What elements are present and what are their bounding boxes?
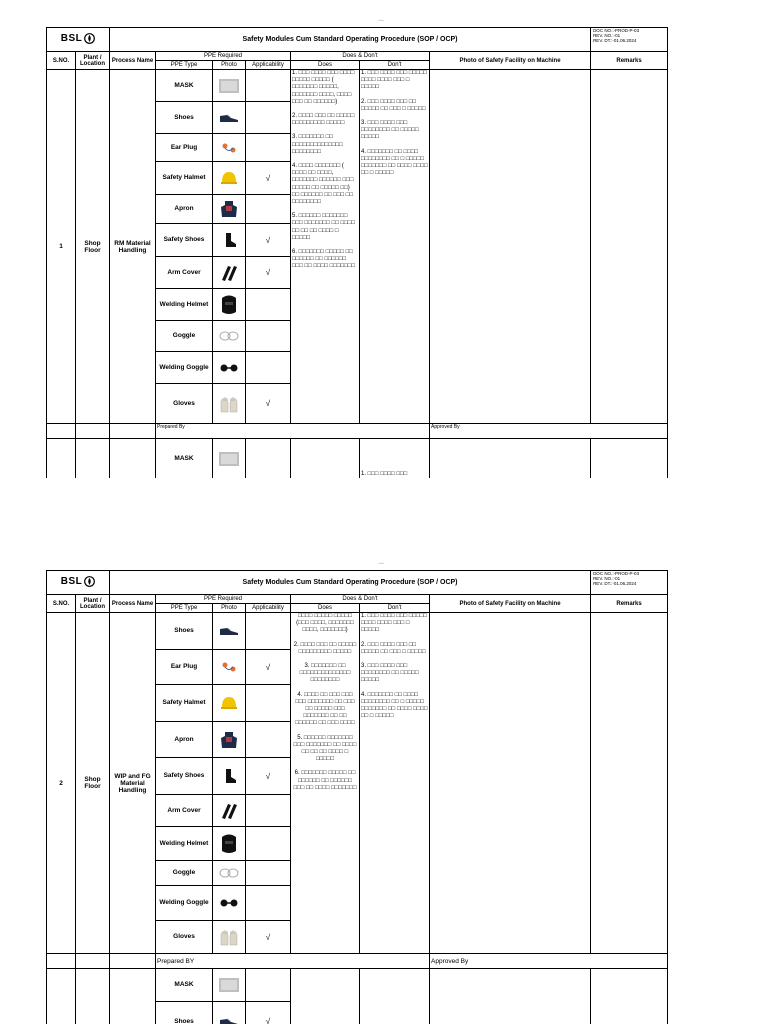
ppe-type-label: Shoes — [156, 1002, 213, 1024]
applicability-mark — [246, 134, 291, 162]
does-item: 2. □□□□ □□□ □□ □□□□□ □□□□□□□□□ □□□□□ — [292, 113, 355, 127]
safety-facility-photo — [430, 70, 591, 424]
sop-sheet-1 — [46, 27, 668, 478]
ppe-type-label: Welding Helmet — [156, 827, 213, 861]
ppe-photo — [213, 827, 246, 861]
does-item: 2. □□□□ □□□ □□ □□□□□ □□□□□□□□□ □□□□□ — [293, 641, 357, 655]
does-item: 4. □□□□ □□□□□□□ ( □□□□ □□ □□□□, □□□□□□□ □□□□□□ □□□ □□□□□ □□ □□□□□ □□) □□ □□□□□□ □□ □□□ □□ □□□□□□□□ — [292, 163, 354, 206]
ppe-photo — [213, 861, 246, 886]
company-logo: BSL — [60, 576, 83, 588]
ppe-row — [47, 969, 668, 1002]
col-header-photo-facility: Photo of Safety Facility on Machine — [430, 595, 591, 613]
dont-item: 2. □□□ □□□□ □□□ □□ □□□□□ □□ □□□ □ □□□□□ — [361, 98, 426, 112]
remarks-cell — [591, 613, 668, 954]
process-name-next — [110, 969, 156, 1024]
ppe-type-label: Safety Halmet — [156, 162, 213, 195]
applicability-mark: √ — [246, 224, 291, 257]
serial-number: 1 — [47, 70, 76, 424]
dont-item: 3. □□□ □□□□ □□□ □□□□□□□□ □□ □□□□□ □□□□□ — [361, 663, 419, 684]
dont-item: 4. □□□□□□□ □□ □□□□ □□□□□□□□ □□ □ □□□□□ □□□□□□□ □□ □□□□ □□□□ □□ □ □□□□□ — [361, 148, 428, 177]
sop-table — [46, 570, 668, 1024]
applicability-mark — [246, 439, 291, 479]
does-list — [291, 613, 360, 954]
logo-cell — [47, 571, 110, 595]
ppe-type-label: Welding Helmet — [156, 289, 213, 321]
sig-blank — [76, 424, 110, 439]
plant-location-next — [76, 969, 110, 1024]
mask-icon — [213, 78, 245, 94]
safety-shoe-icon — [213, 232, 245, 248]
ppe-type-label: Ear Plug — [156, 650, 213, 685]
applicability-mark — [246, 969, 291, 1002]
flame-icon — [84, 33, 95, 46]
applicability-mark — [246, 102, 291, 134]
applicability-mark — [246, 795, 291, 827]
applicability-mark: √ — [246, 162, 291, 195]
dont-item: 1. □□□ □□□□ □□□ □□□□□ □□□□ □□□□ □□□ □ □□□□□ — [361, 613, 428, 634]
applicability-mark: √ — [246, 257, 291, 289]
remarks-cell-next — [591, 439, 668, 479]
sop-table — [46, 27, 668, 478]
process-name: WIP and FG Material Handling — [110, 613, 156, 954]
ppe-photo — [213, 70, 246, 102]
ppe-type-label: Apron — [156, 195, 213, 224]
dont-item: 1. □□□ □□□□ □□□ — [361, 470, 408, 477]
revision-number: REV. NO.:-01 — [593, 33, 621, 38]
does-list-next — [291, 969, 360, 1024]
applicability-mark: √ — [246, 384, 291, 424]
ppe-photo — [213, 921, 246, 954]
ppe-photo — [213, 162, 246, 195]
ppe-photo — [213, 257, 246, 289]
col-header-plant: Plant / Location — [76, 595, 110, 613]
does-list — [291, 70, 360, 424]
sop-sheet-2 — [46, 570, 668, 1024]
ppe-photo — [213, 613, 246, 650]
col-header-does: Does — [291, 61, 360, 70]
applicability-mark — [246, 886, 291, 921]
document-title: Safety Modules Cum Standard Operating Procedure (SOP / OCP) — [110, 571, 591, 595]
col-header-process: Process Name — [110, 595, 156, 613]
helmet-icon — [213, 170, 245, 186]
col-header-ppe-required: PPE Required — [156, 52, 291, 61]
col-header-applicability: Applicability — [246, 61, 291, 70]
col-header-sno: S.NO. — [47, 52, 76, 70]
ppe-row — [47, 70, 668, 102]
doc-number: DOC NO.:-PROD-P-03 — [593, 28, 640, 33]
applicability-mark: √ — [246, 758, 291, 795]
does-item: 6. □□□□□□□ □□□□□ □□ □□□□□□ □□ □□□□□□ □□□ □□ □□□□ □□□□□□□ — [293, 770, 357, 791]
document-info — [591, 28, 668, 52]
logo-cell — [47, 28, 110, 52]
ppe-row — [47, 439, 668, 479]
goggle-icon — [213, 867, 245, 879]
process-name: RM Material Handling — [110, 70, 156, 424]
revision-date: REV. DT.:-01.06.2024 — [593, 38, 637, 43]
ppe-photo — [213, 195, 246, 224]
ppe-type-label: Goggle — [156, 861, 213, 886]
sig-blank — [47, 424, 76, 439]
does-item: □□□□ □□□□□ □□□□□ (□□□ □□□□, □□□□□□□ □□□□, □□□□□□□) — [296, 613, 354, 634]
remarks-cell-next — [591, 969, 668, 1024]
col-header-remarks: Remarks — [591, 595, 668, 613]
ppe-type-label: MASK — [156, 70, 213, 102]
safety-shoe-icon — [213, 768, 245, 784]
applicability-mark — [246, 70, 291, 102]
gloves-icon — [213, 395, 245, 413]
ppe-type-label: Arm Cover — [156, 795, 213, 827]
ppe-photo — [213, 384, 246, 424]
ppe-photo — [213, 722, 246, 758]
col-header-remarks: Remarks — [591, 52, 668, 70]
col-header-dont: Don't — [360, 61, 430, 70]
shoes-icon — [213, 1016, 245, 1024]
prepared-by: Prepared By — [156, 424, 430, 439]
plant-location: Shop Floor — [76, 613, 110, 954]
ppe-photo — [213, 758, 246, 795]
col-header-photo: Photo — [213, 61, 246, 70]
applicability-mark: √ — [246, 1002, 291, 1024]
welding-helmet-icon — [213, 294, 245, 316]
ppe-type-label: MASK — [156, 439, 213, 479]
flame-icon — [84, 576, 95, 589]
apron-icon — [213, 731, 245, 749]
does-item: 3. □□□□□□□ □□ □□□□□□□□□□□□□□ □□□□□□□□ — [299, 663, 351, 684]
mask-icon — [213, 451, 245, 467]
donts-list-next — [360, 439, 430, 479]
ppe-type-label: Ear Plug — [156, 134, 213, 162]
ppe-photo — [213, 795, 246, 827]
does-item: 1. □□□ □□□□ □□□ □□□□ □□□□□ □□□□□ ( □□□□□□□ □□□□□, □□□□□□□ □□□□, □□□□ □□□ □□ □□□□□□) — [292, 70, 355, 105]
ppe-photo — [213, 685, 246, 722]
approved-by: Approved By — [430, 424, 668, 439]
gloves-icon — [213, 928, 245, 946]
ppe-photo — [213, 321, 246, 352]
applicability-mark — [246, 861, 291, 886]
ear-plug-icon — [213, 660, 245, 674]
sig-blank — [110, 954, 156, 969]
col-header-dont: Don't — [360, 604, 430, 613]
col-header-dos-donts: Does & Don't — [291, 52, 430, 61]
applicability-mark: √ — [246, 650, 291, 685]
approved-by: Approved By — [430, 954, 668, 969]
serial-number-next — [47, 969, 76, 1024]
ppe-type-label: Arm Cover — [156, 257, 213, 289]
ppe-photo — [213, 886, 246, 921]
sig-blank — [110, 424, 156, 439]
serial-number: 2 — [47, 613, 76, 954]
revision-date: REV. DT.:-01.06.2024 — [593, 581, 637, 586]
apron-icon — [213, 200, 245, 218]
ppe-type-label: Apron — [156, 722, 213, 758]
ppe-row — [47, 613, 668, 650]
safety-facility-photo-next — [430, 439, 591, 479]
applicability-mark — [246, 685, 291, 722]
col-header-applicability: Applicability — [246, 604, 291, 613]
welding-goggle-icon — [213, 363, 245, 373]
col-header-ppe-type: PPE Type — [156, 604, 213, 613]
ppe-type-label: Goggle — [156, 321, 213, 352]
page-mark-top: ~*~ — [378, 18, 385, 23]
process-name-next — [110, 439, 156, 479]
applicability-mark — [246, 613, 291, 650]
ppe-type-label: Shoes — [156, 102, 213, 134]
col-header-does: Does — [291, 604, 360, 613]
col-header-photo: Photo — [213, 604, 246, 613]
applicability-mark — [246, 352, 291, 384]
does-item: 3. □□□□□□□ □□ □□□□□□□□□□□□□□ □□□□□□□□ — [292, 134, 343, 155]
ppe-photo — [213, 439, 246, 479]
col-header-sno: S.NO. — [47, 595, 76, 613]
safety-facility-photo — [430, 613, 591, 954]
goggle-icon — [213, 330, 245, 342]
company-logo: BSL — [60, 33, 83, 45]
applicability-mark — [246, 289, 291, 321]
dont-item: 1. □□□ □□□□ □□□ □□□□□ □□□□ □□□□ □□□ □ □□□□□ — [361, 70, 428, 91]
document-info — [591, 571, 668, 595]
doc-number: DOC NO.:-PROD-P-03 — [593, 571, 640, 576]
applicability-mark — [246, 195, 291, 224]
helmet-icon — [213, 695, 245, 711]
ppe-type-label: Gloves — [156, 384, 213, 424]
donts-list — [360, 613, 430, 954]
dont-item: 3. □□□ □□□□ □□□ □□□□□□□□ □□ □□□□□ □□□□□ — [361, 120, 419, 141]
col-header-ppe-required: PPE Required — [156, 595, 291, 604]
dont-item: 2. □□□ □□□□ □□□ □□ □□□□□ □□ □□□ □ □□□□□ — [361, 641, 426, 655]
sig-blank — [76, 954, 110, 969]
col-header-dos-donts: Does & Don't — [291, 595, 430, 604]
document-title: Safety Modules Cum Standard Operating Procedure (SOP / OCP) — [110, 28, 591, 52]
ppe-type-label: Welding Goggle — [156, 886, 213, 921]
serial-number-next — [47, 439, 76, 479]
safety-facility-photo-next — [430, 969, 591, 1024]
arm-cover-icon — [213, 264, 245, 282]
ppe-photo — [213, 969, 246, 1002]
does-list-next — [291, 439, 360, 479]
plant-location-next — [76, 439, 110, 479]
ppe-type-label: Safety Shoes — [156, 758, 213, 795]
ppe-photo — [213, 224, 246, 257]
ppe-photo — [213, 289, 246, 321]
does-item: 4. □□□□ □□ □□□ □□□ □□□ □□□□□□□ □□ □□□ □□ □□□□□ □□□ □□□□□□□ □□ □□ □□□□□□ □□ □□□ □□□□ — [295, 691, 355, 727]
welding-helmet-icon — [213, 833, 245, 855]
col-header-plant: Plant / Location — [76, 52, 110, 70]
ppe-type-label: Safety Halmet — [156, 685, 213, 722]
revision-number: REV. NO.:-01 — [593, 576, 621, 581]
does-item: 5. □□□□□□ □□□□□□□ □□□ □□□□□□□ □□ □□□□ □□ □□ □□ □□□□ □ □□□□□ — [292, 213, 355, 241]
arm-cover-icon — [213, 802, 245, 820]
applicability-mark — [246, 827, 291, 861]
ppe-type-label: Shoes — [156, 613, 213, 650]
col-header-ppe-type: PPE Type — [156, 61, 213, 70]
ppe-photo — [213, 352, 246, 384]
applicability-mark — [246, 321, 291, 352]
mask-icon — [213, 977, 245, 993]
applicability-mark — [246, 722, 291, 758]
ear-plug-icon — [213, 141, 245, 155]
ppe-type-label: Gloves — [156, 921, 213, 954]
ppe-type-label: Welding Goggle — [156, 352, 213, 384]
shoes-icon — [213, 625, 245, 637]
shoes-icon — [213, 112, 245, 124]
welding-goggle-icon — [213, 898, 245, 908]
ppe-photo — [213, 102, 246, 134]
ppe-photo — [213, 1002, 246, 1024]
col-header-process: Process Name — [110, 52, 156, 70]
does-item: 5. □□□□□□ □□□□□□□ □□□ □□□□□□□ □□ □□□□ □□ □□ □□ □□□□ □ □□□□□ — [293, 734, 357, 763]
donts-list-next — [360, 969, 430, 1024]
applicability-mark: √ — [246, 921, 291, 954]
dont-item: 4. □□□□□□□ □□ □□□□ □□□□□□□□ □□ □ □□□□□ □□□□□□□ □□ □□□□ □□□□ □□ □ □□□□□ — [361, 691, 428, 720]
ppe-photo — [213, 134, 246, 162]
remarks-cell — [591, 70, 668, 424]
donts-list — [360, 70, 430, 424]
col-header-photo-facility: Photo of Safety Facility on Machine — [430, 52, 591, 70]
ppe-type-label: MASK — [156, 969, 213, 1002]
plant-location: Shop Floor — [76, 70, 110, 424]
sig-blank — [47, 954, 76, 969]
ppe-photo — [213, 650, 246, 685]
prepared-by: Prepared BY — [156, 954, 430, 969]
ppe-type-label: Safety Shoes — [156, 224, 213, 257]
does-item: 6. □□□□□□□ □□□□□ □□ □□□□□□ □□ □□□□□□ □□□ □□ □□□□ □□□□□□□ — [292, 249, 355, 270]
page-mark-bottom: ~*~ — [378, 561, 385, 566]
